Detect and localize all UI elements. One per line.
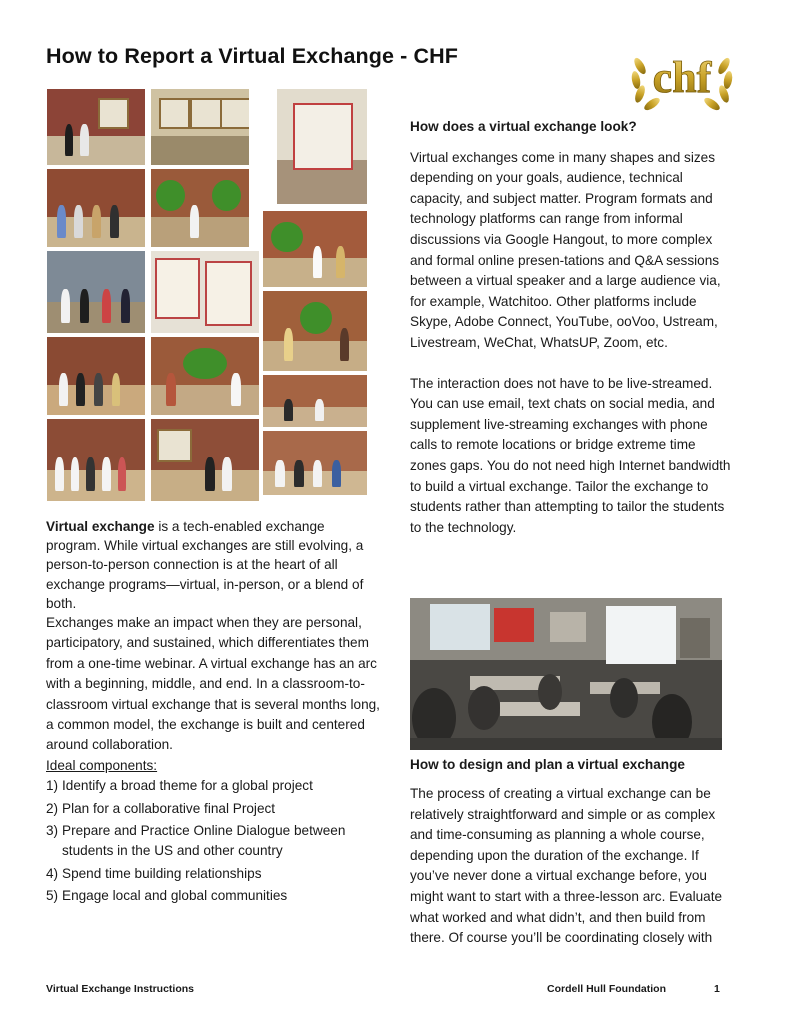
list-item: 5) Engage local and global communities bbox=[46, 888, 288, 904]
collage-photo bbox=[47, 251, 145, 333]
look-paragraph-2: The interaction does not have to be live-streamed. You can use email, text chats on social media, and supplement live-streaming exchanges with phone calls to remote locations or bridge extreme time zones gaps. You do not need high Internet bandwidth to build a virtual exchange. Tailor the exchange to students rather than attempting to tailor the students to the technology. bbox=[410, 375, 731, 535]
classroom-photo bbox=[410, 598, 722, 750]
collage-photo bbox=[263, 211, 367, 287]
collage-photo bbox=[151, 251, 259, 333]
footer-left: Virtual Exchange Instructions bbox=[46, 983, 195, 995]
footer-center: Cordell Hull Foundation bbox=[547, 983, 666, 995]
look-paragraph-1: Virtual exchanges come in many shapes and sizes depending on your goals, audience, technical capacity, and subject matter. Program formats and technology platforms can range from informal discussions via Google Hangout, to more complex and formal online presen-tations and Q&A sessions between a virtual speaker and a large audience via, for example, Watchitoo. Other platforms include Skype, Adobe Connect, YouTube, ooVoo, Ustream, Livestream, WeChat, WhatsUP, Zoom, etc. bbox=[410, 149, 721, 350]
collage-photo bbox=[263, 431, 367, 495]
photo-collage bbox=[47, 89, 367, 501]
collage-photo bbox=[47, 169, 145, 247]
collage-photo bbox=[47, 89, 145, 165]
list-item: 3) Prepare and Practice Online Dialogue between students in the US and other country bbox=[46, 823, 346, 859]
left-column bbox=[46, 517, 381, 909]
list-item: 1) Identify a broad theme for a global project bbox=[46, 778, 313, 794]
collage-photo bbox=[47, 419, 145, 501]
components-list bbox=[46, 776, 381, 906]
right-column bbox=[410, 117, 735, 538]
intro-paragraph: Virtual exchange is a tech-enabled exchange program. While virtual exchanges are still evolving, a person-to-person connection is at the heart of all exchange programs—virtual, in-person, or a blend of both. bbox=[46, 519, 364, 611]
collage-photo bbox=[263, 375, 367, 427]
collage-photo bbox=[263, 291, 367, 371]
collage-photo bbox=[151, 169, 249, 247]
look-heading: How does a virtual exchange look? bbox=[410, 119, 637, 134]
list-item: 4) Spend time building relationships bbox=[46, 865, 262, 881]
list-item: 2) Plan for a collaborative final Project bbox=[46, 800, 276, 816]
collage-photo bbox=[151, 419, 259, 501]
collage-photo bbox=[151, 337, 259, 415]
impact-paragraph: Exchanges make an impact when they are personal, participatory, and sustained, which differentiates them from a one-time webinar. A virtual exchange has an arc with a beginning, middle, and end. In a classroom-to-classroom virtual exchange that is several months long, a common model, the exchange is built and centered around collaboration. bbox=[46, 615, 380, 753]
collage-photo bbox=[47, 337, 145, 415]
design-heading: How to design and plan a virtual exchange bbox=[410, 757, 685, 772]
design-paragraph: The process of creating a virtual exchange can be relatively straightforward and simple or as complex and time-consuming as planning a whole course, depending upon the duration of the exchange. If you’ve never done a virtual exchange before, you might want to start with a three-lesson arc. Evaluate what worked and what didn’t, and then build from there. Of course you’ll be coordinating closely with bbox=[410, 786, 723, 946]
chf-logo bbox=[626, 36, 738, 116]
virtual-exchange-term: Virtual exchange bbox=[46, 519, 155, 534]
components-heading: Ideal components: bbox=[46, 757, 158, 773]
collage-photo bbox=[151, 89, 249, 165]
page-number: 1 bbox=[714, 983, 720, 995]
page-title: How to Report a Virtual Exchange - CHF bbox=[46, 44, 458, 68]
collage-photo bbox=[277, 89, 367, 204]
svg-text:chf: chf bbox=[652, 53, 712, 102]
